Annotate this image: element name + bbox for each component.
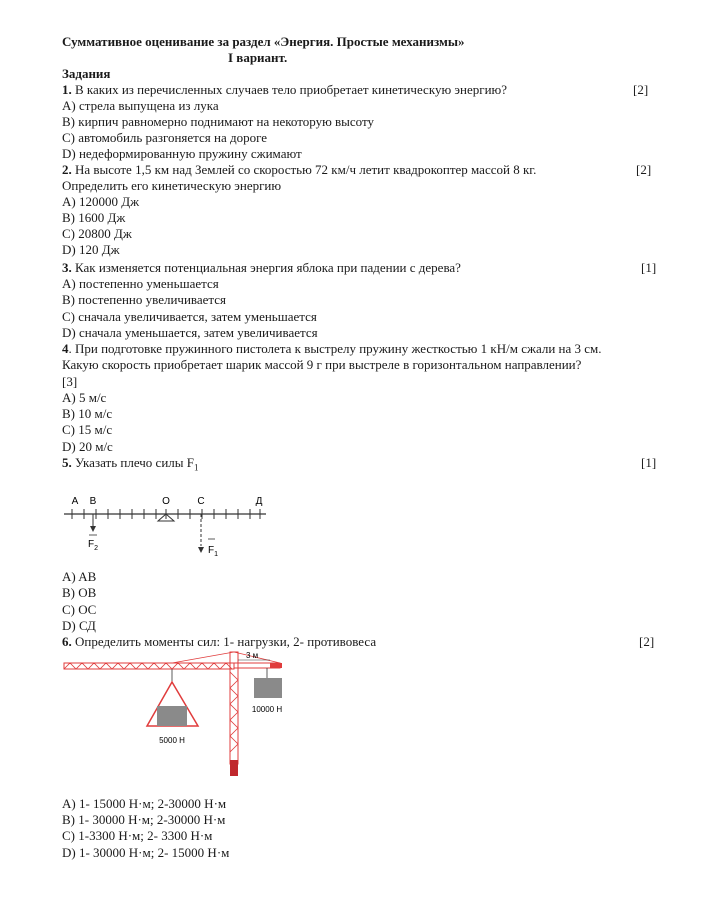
q5-option-a: A) AB xyxy=(62,569,97,584)
question-6-points: [2] xyxy=(639,634,655,649)
q6-option-b: B) 1- 30000 Н·м; 2-30000 Н·м xyxy=(62,812,226,827)
q2-option-c: C) 20800 Дж xyxy=(62,226,132,241)
force-f2-label: $F_2$ xyxy=(88,539,99,552)
q5-option-b: B) OB xyxy=(62,585,97,600)
q3-option-b: B) постепенно увеличивается xyxy=(62,292,227,307)
q1-option-b: B) кирпич равномерно поднимают на некоторую высоту xyxy=(62,114,375,129)
question-2-line2: Определить его кинетическую энергию xyxy=(62,178,282,193)
q2-option-a: A) 120000 Дж xyxy=(62,194,140,209)
page-title: Суммативное оценивание за раздел «Энергия. Простые механизмы» xyxy=(62,34,465,49)
label-b: B xyxy=(89,496,97,507)
q4-option-c: C) 15 м/с xyxy=(62,422,113,437)
question-1: 1. В каких из перечисленных случаев тело приобретает кинетическую энергию? xyxy=(62,82,508,97)
question-2: 2. На высоте 1,5 км над Землей со скоростью 72 км/ч летит квадрокоптер массой 8 кг. xyxy=(62,162,537,177)
q6-option-d: D) 1- 30000 Н·м; 2- 15000 Н·м xyxy=(62,845,230,860)
force-f2-arrowhead xyxy=(90,526,96,532)
lever-diagram xyxy=(60,490,280,562)
question-4-points: [3] xyxy=(62,374,78,389)
q3-option-c: C) сначала увеличивается, затем уменьшается xyxy=(62,309,317,324)
label-c: C xyxy=(197,496,205,507)
crane-base xyxy=(230,760,238,776)
question-2-points: [2] xyxy=(636,162,652,177)
force-f1-label: $F_1$ xyxy=(208,545,219,558)
variant-label: I вариант. xyxy=(228,50,288,65)
question-3-points: [1] xyxy=(641,260,657,275)
q4-option-a: A) 5 м/с xyxy=(62,390,107,405)
load-weight xyxy=(157,706,187,726)
q2-option-d: D) 120 Дж xyxy=(62,242,120,257)
question-6: 6. Определить моменты сил: 1- нагрузки, 2- противовеса xyxy=(62,634,377,649)
label-a: A xyxy=(71,496,79,507)
question-3: 3. Как изменяется потенциальная энергия яблока при падении с дерева? xyxy=(62,260,461,275)
q6-option-a: A) 1- 15000 Н·м; 2-30000 Н·м xyxy=(62,796,227,811)
label-d: Д xyxy=(255,496,263,507)
q5-option-d: D) СД xyxy=(62,618,96,633)
question-1-points: [2] xyxy=(633,82,649,97)
q4-option-b: B) 10 м/с xyxy=(62,406,113,421)
q5-option-c: C) OC xyxy=(62,602,97,617)
crane-distance-label: 3 м xyxy=(246,651,259,660)
question-5: 5. Указать плечо силы $F_1$ xyxy=(62,455,199,473)
q6-option-c: C) 1-3300 Н·м; 2- 3300 Н·м xyxy=(62,828,213,843)
counterweight xyxy=(254,678,282,698)
label-o: O xyxy=(162,496,170,507)
q1-option-a: A) стрела выпущена из лука xyxy=(62,98,219,113)
question-5-points: [1] xyxy=(641,455,657,470)
load-label: 5000 Н xyxy=(159,736,185,745)
tasks-heading: Задания xyxy=(62,66,111,81)
q3-option-a: A) постепенно уменьшается xyxy=(62,276,219,291)
q1-option-c: C) автомобиль разгоняется на дороге xyxy=(62,130,268,145)
counterweight-label: 10000 Н xyxy=(251,705,283,714)
question-4-line2: Какую скорость приобретает шарик массой 9 г при выстреле в горизонтальном направлении? xyxy=(62,357,582,372)
q3-option-d: D) сначала уменьшается, затем увеличивается xyxy=(62,325,318,340)
q4-option-d: D) 20 м/с xyxy=(62,439,113,454)
crane-diagram xyxy=(62,648,292,780)
question-4: 4. При подготовке пружинного пистолета к выстрелу пружину жесткостью 1 кН/м сжали на 3 см. xyxy=(62,341,602,356)
q2-option-b: B) 1600 Дж xyxy=(62,210,126,225)
force-f1-arrowhead xyxy=(198,547,204,553)
q1-option-d: D) недеформированную пружину сжимают xyxy=(62,146,302,161)
